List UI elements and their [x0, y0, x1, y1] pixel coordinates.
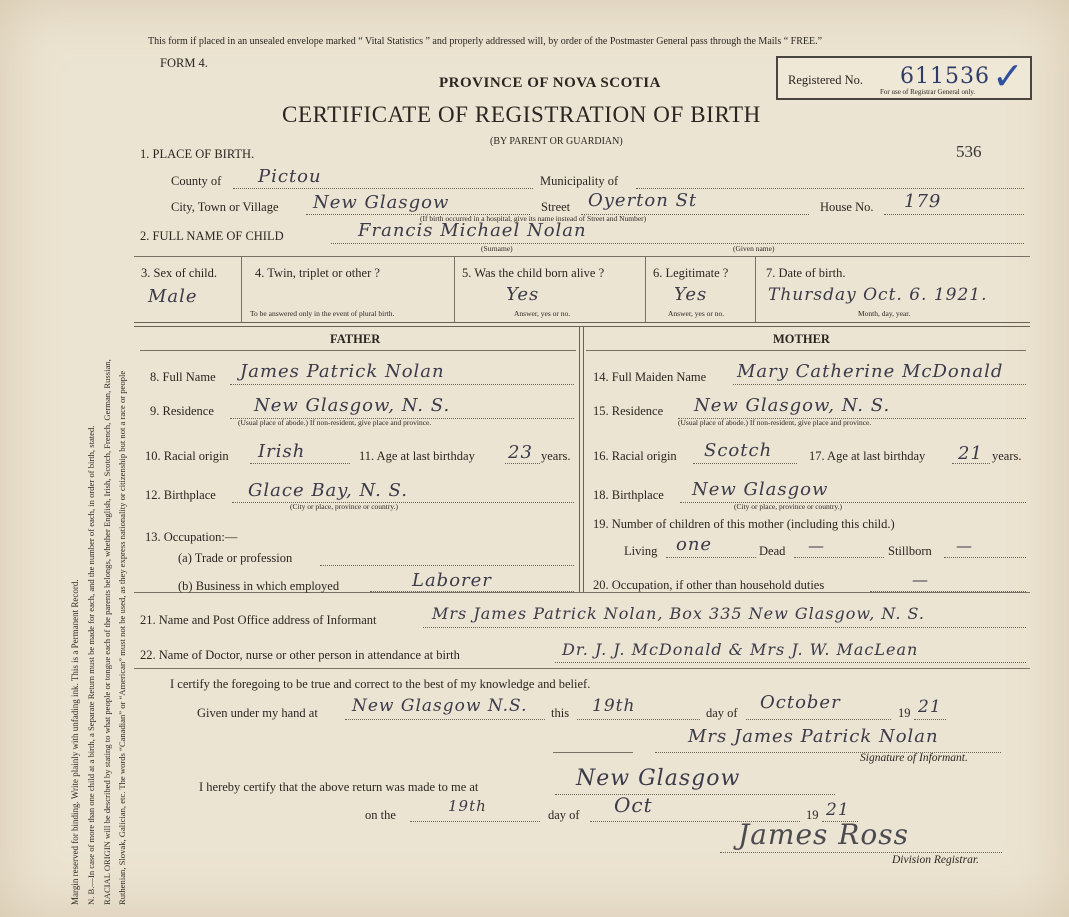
twin-note: To be answered only in the event of plural birth. — [250, 309, 395, 318]
return-year-value: 21 — [826, 800, 850, 820]
given-month-value: October — [760, 692, 841, 713]
city-value: New Glasgow — [313, 192, 450, 213]
municipality-label: Municipality of — [540, 174, 619, 188]
father-residence-note: (Usual place of abode.) If non-resident, give place and province. — [238, 418, 432, 427]
dead-value: — — [808, 536, 825, 555]
mother-birthplace-label: 18. Birthplace — [593, 488, 664, 502]
page-number: 536 — [956, 142, 982, 161]
mother-heading: MOTHER — [773, 332, 830, 346]
father-birthplace-note: (City or place, province or country.) — [290, 502, 399, 511]
mother-years-label: years. — [992, 449, 1022, 463]
mother-name-label: 14. Full Maiden Name — [593, 370, 707, 384]
this-label: this — [551, 706, 570, 720]
father-birthplace-label: 12. Birthplace — [145, 488, 216, 502]
twin-label: 4. Twin, triplet or other ? — [255, 266, 380, 280]
province-heading: PROVINCE OF NOVA SCOTIA — [439, 75, 661, 91]
father-name-value: James Patrick Nolan — [240, 361, 445, 382]
county-value: Pictou — [258, 166, 322, 187]
signature-informant-label: Signature of Informant. — [860, 752, 968, 764]
father-birthplace-value: Glace Bay, N. S. — [248, 480, 408, 501]
child-name-label: 2. FULL NAME OF CHILD — [140, 229, 284, 243]
page-subtitle: (BY PARENT OR GUARDIAN) — [490, 136, 623, 147]
mother-age-label: 17. Age at last birthday — [809, 449, 926, 463]
mother-race-label: 16. Racial origin — [593, 449, 677, 463]
informant-signature: Mrs James Patrick Nolan — [688, 726, 939, 747]
informant-value: Mrs James Patrick Nolan, Box 335 New Glasgow, N. S. — [432, 604, 925, 623]
return-day-of-label: day of — [548, 808, 580, 822]
certify-text: I certify the foregoing to be true and correct to the best of my knowledge and belief. — [170, 677, 591, 691]
living-label: Living — [624, 544, 658, 558]
on-the-label: on the — [365, 808, 396, 822]
born-alive-note: Answer, yes or no. — [514, 309, 571, 318]
registrar-note: For use of Registrar General only. — [880, 88, 976, 96]
given-name-note: (Given name) — [733, 244, 775, 253]
mother-race-value: Scotch — [704, 440, 773, 461]
street-value: Oyerton St — [588, 190, 698, 211]
margin-note-1: Margin reserved for binding. Write plainly with unfading ink. This is a Permanent Record. — [70, 579, 80, 905]
father-residence-value: New Glasgow, N. S. — [254, 395, 451, 416]
year-prefix: 19 — [898, 706, 911, 720]
division-registrar-label: Division Registrar. — [892, 854, 979, 866]
doctor-value: Dr. J. J. McDonald & Mrs J. W. MacLean — [562, 640, 919, 659]
dead-label: Dead — [759, 544, 786, 558]
father-race-value: Irish — [258, 441, 306, 462]
given-place-value: New Glasgow N.S. — [352, 696, 528, 716]
checkmark-icon: ✓ — [992, 54, 1024, 98]
margin-note-2: N. B.—In case of more than one child at a birth, a Separate Return must be made for each, and the number of each, in order of birth, stated. — [86, 425, 96, 905]
given-label: Given under my hand at — [197, 706, 318, 720]
legitimate-value: Yes — [674, 284, 708, 305]
registrar-signature: James Ross — [738, 818, 909, 851]
return-month-value: Oct — [614, 793, 653, 817]
registration-box — [776, 56, 1032, 100]
mother-residence-note: (Usual place of abode.) If non-resident, give place and province. — [678, 418, 872, 427]
father-age-label: 11. Age at last birthday — [359, 449, 475, 463]
father-occupation-label: 13. Occupation:— — [145, 530, 238, 544]
dob-note: Month, day, year. — [858, 309, 911, 318]
surname-note: (Surname) — [481, 244, 513, 253]
father-age-value: 23 — [508, 442, 533, 463]
margin-note-3: RACIAL ORIGIN will be described by stating to what people or tongue each of the parents belongs, whether English, Irish, Scotch, French, German, Russian, — [102, 359, 112, 905]
return-place-value: New Glasgow — [576, 766, 741, 791]
dob-value: Thursday Oct. 6. 1921. — [768, 285, 988, 305]
father-business-value: Laborer — [412, 570, 492, 591]
given-year-value: 21 — [918, 697, 942, 717]
informant-label: 21. Name and Post Office address of Informant — [140, 613, 377, 627]
place-of-birth-label: 1. PLACE OF BIRTH. — [140, 147, 255, 161]
father-race-label: 10. Racial origin — [145, 449, 229, 463]
mother-occupation-label: 20. Occupation, if other than household duties — [593, 578, 825, 592]
born-alive-value: Yes — [506, 284, 540, 305]
form-number: FORM 4. — [160, 56, 208, 70]
page-title: CERTIFICATE OF REGISTRATION OF BIRTH — [282, 102, 761, 127]
sex-value: Male — [148, 286, 198, 307]
father-residence-label: 9. Residence — [150, 404, 214, 418]
registered-number: 611536 — [900, 64, 990, 89]
born-alive-label: 5. Was the child born alive ? — [462, 266, 605, 280]
stillborn-label: Stillborn — [888, 544, 932, 558]
return-day-value: 19th — [448, 797, 487, 815]
living-value: one — [676, 534, 713, 555]
father-name-label: 8. Full Name — [150, 370, 216, 384]
father-heading: FATHER — [330, 332, 381, 346]
margin-note-4: Ruthenian, Slovak, Galician, etc. The words “Canadian” or “American” must not be used, as they express nationality or citizenship but not a race or people — [117, 370, 127, 905]
day-of-label: day of — [706, 706, 738, 720]
father-years-label: years. — [541, 449, 571, 463]
house-number-value: 179 — [904, 191, 942, 212]
children-count-label: 19. Number of children of this mother (including this child.) — [593, 517, 895, 531]
legitimate-label: 6. Legitimate ? — [653, 266, 729, 280]
father-trade-label: (a) Trade or profession — [178, 551, 293, 565]
hospital-note: (If birth occurred in a hospital, give its name instead of Street and Number) — [420, 214, 647, 223]
county-label: County of — [171, 174, 222, 188]
mother-residence-value: New Glasgow, N. S. — [694, 395, 891, 416]
mother-birthplace-value: New Glasgow — [692, 479, 829, 500]
mother-name-value: Mary Catherine McDonald — [737, 361, 1004, 382]
mother-age-value: 21 — [958, 443, 983, 464]
mother-occupation-value: — — [912, 570, 929, 589]
street-label: Street — [541, 200, 571, 214]
mother-birthplace-note: (City or place, province or country.) — [734, 502, 843, 511]
dob-label: 7. Date of birth. — [766, 266, 846, 280]
child-name-value: Francis Michael Nolan — [358, 220, 587, 241]
mother-residence-label: 15. Residence — [593, 404, 664, 418]
father-business-label: (b) Business in which employed — [178, 579, 340, 593]
house-number-label: House No. — [820, 200, 874, 214]
postal-notice: This form if placed in an unsealed envelope marked “ Vital Statistics ” and properly addressed will, by order of the Postmaster General pass through the Mails “ FREE.” — [148, 36, 823, 47]
registered-label: Registered No. — [788, 73, 863, 87]
return-year-prefix: 19 — [806, 808, 819, 822]
stillborn-value: — — [956, 536, 973, 555]
hereby-text: I hereby certify that the above return was made to me at — [199, 780, 479, 794]
city-label: City, Town or Village — [171, 200, 279, 214]
given-day-value: 19th — [592, 696, 636, 716]
sex-label: 3. Sex of child. — [141, 266, 218, 280]
legitimate-note: Answer, yes or no. — [668, 309, 725, 318]
doctor-label: 22. Name of Doctor, nurse or other person in attendance at birth — [140, 648, 460, 662]
